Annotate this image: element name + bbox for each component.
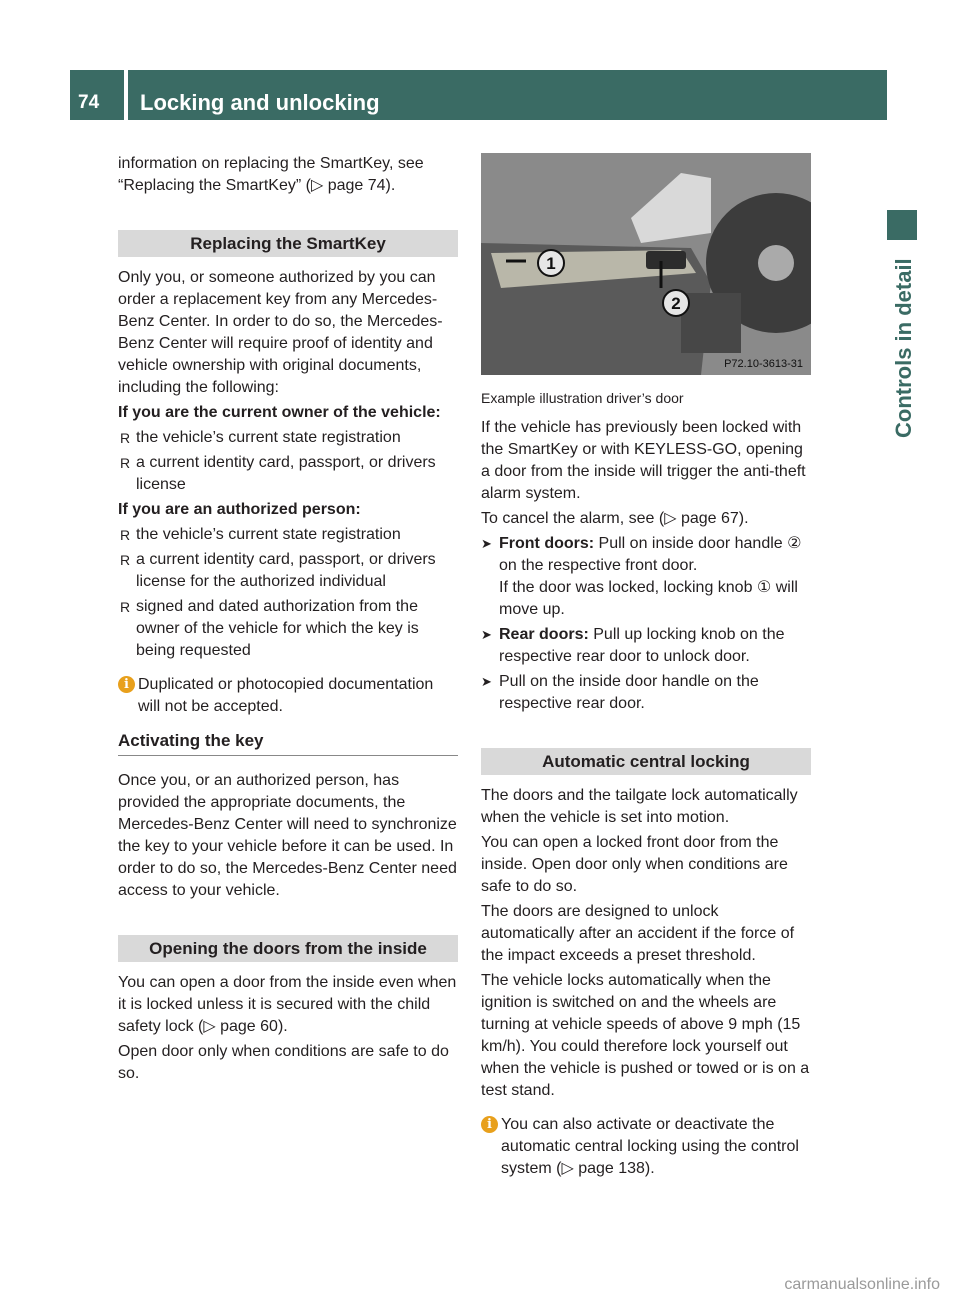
opening-doors-heading: Opening the doors from the inside [118,935,458,962]
step-text: Pull on inside door handle ② on the respective front door. [499,535,802,574]
authorized-list [118,524,458,662]
step-text: Pull on the inside door handle on the respective rear door. [499,673,759,712]
info-note [481,1114,811,1180]
step-followup: If the door was locked, locking knob ① will move up. [499,579,798,618]
page-number: 74 [78,92,100,113]
list-item: R a current identity card, passport, or drivers license for the authorized individual [118,549,458,593]
steering-hub-shape [758,245,794,281]
door-steps [481,533,811,715]
list-item: R the vehicle’s current state registration [118,427,458,449]
callout-1-label: 1 [546,254,556,273]
right-column [481,153,811,1190]
step-label: Front doors: [499,535,595,552]
callout-2-label: 2 [671,294,681,313]
cancel-alarm-paragraph: To cancel the alarm, see (▷ page 67). [481,510,749,527]
window-switch-panel [681,293,741,353]
watermark: carmanualsonline.info [784,1276,940,1293]
list-item: R signed and dated authorization from the owner of the vehicle for which the key is being requested [118,596,458,662]
side-tab-marker [887,210,917,240]
step-label: Rear doors: [499,626,589,643]
step-text: Pull up locking knob on the respective rear door to unlock door. [499,626,785,665]
opening-p1: You can open a door from the inside even when it is locked unless it is secured with the child safety lock (▷ page 60). [118,974,457,1035]
replacing-smartkey-heading: Replacing the SmartKey [118,230,458,257]
step-front-doors [481,533,811,621]
auto-p3: The doors are designed to unlock automatically after an accident if the force of the impact exceeds a preset threshold. [481,903,795,964]
step-rear-handle [481,671,811,715]
authorized-label: If you are an authorized person: [118,501,361,518]
step-rear-doors [481,624,811,668]
door-illustration-drawing [481,153,811,375]
auto-p1: The doors and the tailgate lock automatically when the vehicle is set into motion. [481,787,798,826]
intro-paragraph: information on replacing the SmartKey, see “Replacing the SmartKey” (▷ page 74). [118,155,424,194]
step-arrow-icon: ➤ [481,536,492,551]
step-arrow-icon: ➤ [481,674,492,689]
activating-key-heading: Activating the key [118,730,458,756]
step-arrow-icon: ➤ [481,627,492,642]
side-chapter-label: Controls in detail [891,258,916,438]
activating-body: Once you, or an authorized person, has provided the appropriate documents, the Mercedes-Benz Center will need to synchronize the key to your vehicle before it can be used. In order to do so, the Mercedes-Benz Center need access to your vehicle. [118,772,457,899]
left-column [118,153,458,1088]
figure-caption: Example illustration driver’s door [481,390,684,406]
figure-code: P72.10-3613-31 [724,358,803,370]
info-note [118,674,458,718]
owner-list [118,427,458,496]
door-handle-shape [646,251,686,269]
owner-label: If you are the current owner of the vehicle: [118,404,441,421]
info-note-text: You can also activate or deactivate the automatic central locking using the control system (▷ page 138). [501,1116,799,1177]
info-icon: i [118,676,135,693]
auto-p4: The vehicle locks automatically when the ignition is switched on and the wheels are turning at vehicle speeds of above 9 mph (15 km/h). You could therefore lock yourself out when the vehicle is pushed or towed or is on a test stand. [481,972,810,1099]
automatic-central-locking-heading: Automatic central locking [481,748,811,775]
alarm-paragraph: If the vehicle has previously been locked with the SmartKey or with KEYLESS-GO, opening a door from the inside will trigger the anti-theft alarm system. [481,419,806,502]
auto-p2: You can open a locked front door from the inside. Open door only when conditions are safe to do so. [481,834,788,895]
header-divider [124,70,128,120]
replacing-body: Only you, or someone authorized by you can order a replacement key from any Mercedes-Benz Center. In order to do so, the Mercedes-Benz Center will require proof of identity and vehicle ownership with original documents, including the following: [118,269,443,396]
opening-p2: Open door only when conditions are safe to do so. [118,1043,449,1082]
door-illustration [481,153,811,375]
chapter-title: Locking and unlocking [140,90,380,115]
list-item: R a current identity card, passport, or drivers license [118,452,458,496]
list-item: R the vehicle’s current state registration [118,524,458,546]
info-icon: i [481,1116,498,1133]
info-note-text: Duplicated or photocopied documentation will not be accepted. [138,676,434,715]
